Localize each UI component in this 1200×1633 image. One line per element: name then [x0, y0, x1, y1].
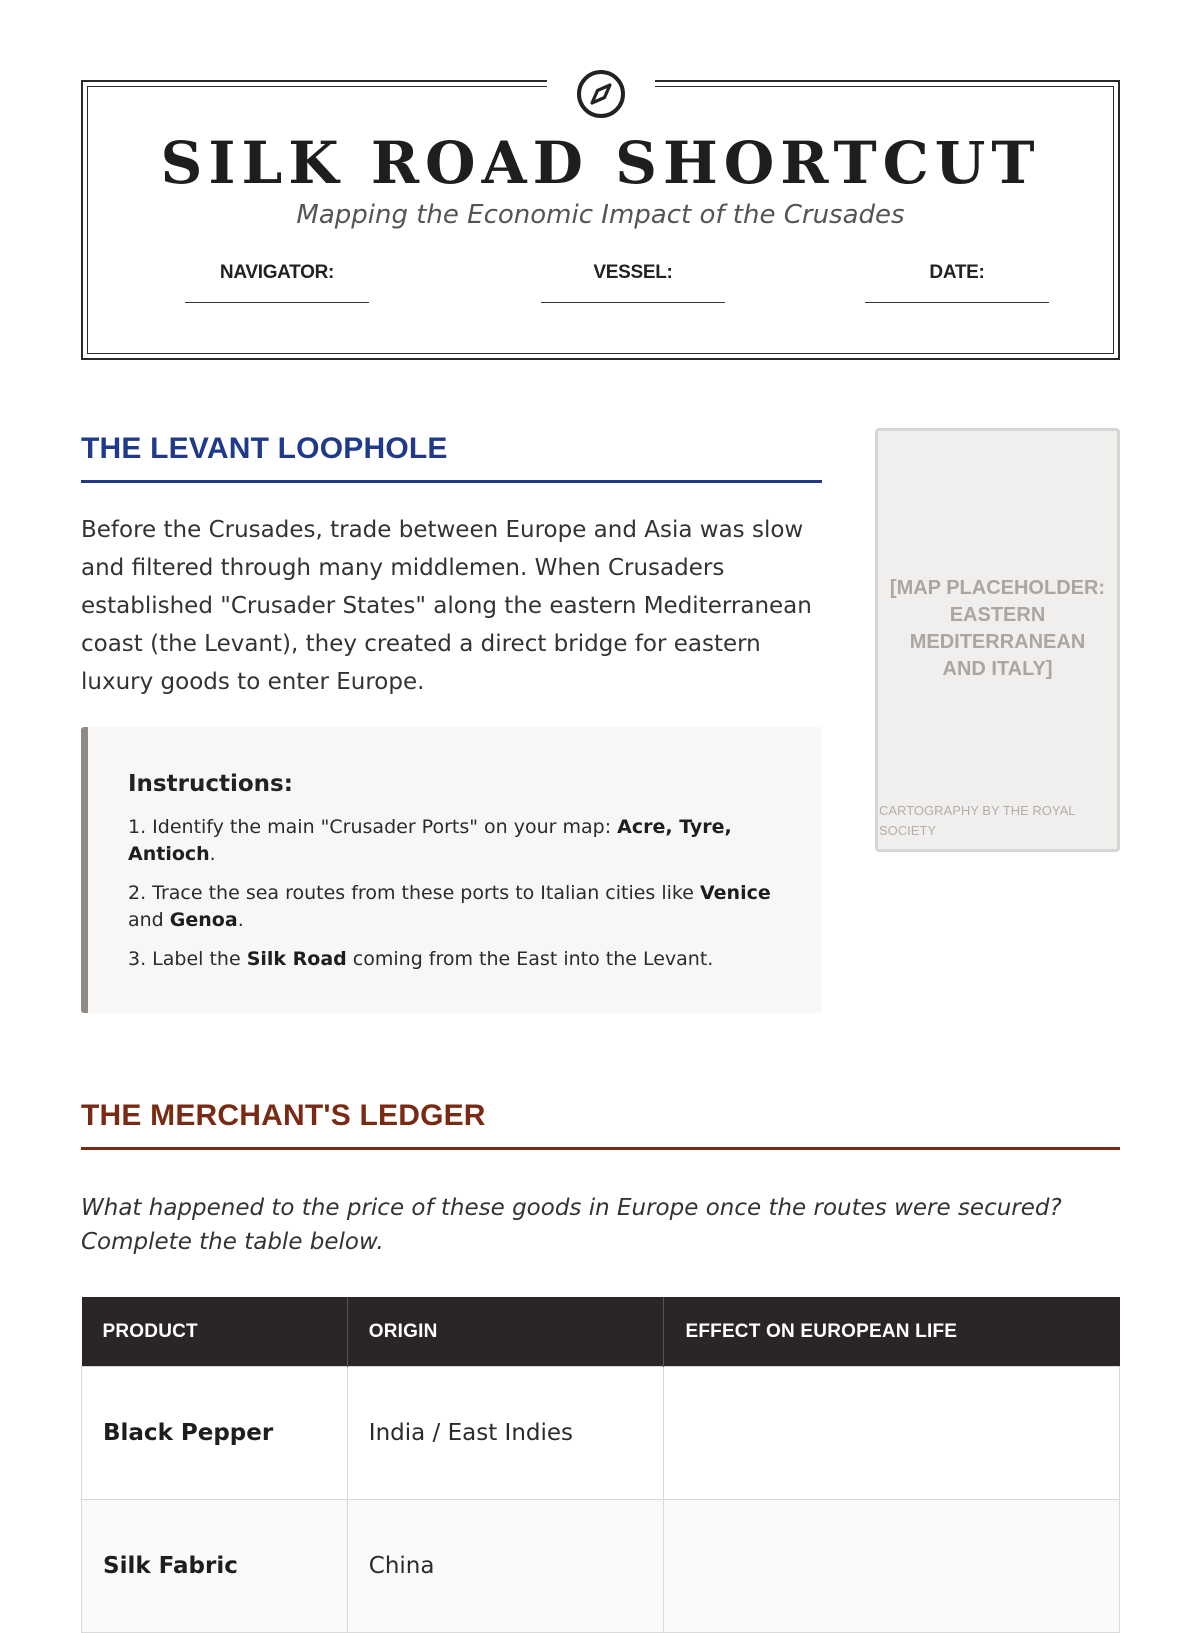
navigator-label: NAVIGATOR:	[219, 262, 335, 283]
navigator-blank-line	[185, 302, 369, 303]
column-header-effect: EFFECT ON EUROPEAN LIFE	[664, 1297, 1120, 1367]
compass-icon	[575, 68, 627, 120]
instruction-2-and: and	[128, 909, 170, 931]
instruction-2-end: .	[237, 909, 244, 931]
ledger-prompt: What happened to the price of these goods in Europe once the routes were secured? Complete the table below.	[81, 1195, 1062, 1255]
date-field[interactable]	[865, 258, 1049, 303]
instruction-1-ports: Acre, Tyre, Antioch	[128, 816, 732, 865]
levant-intro-paragraph: Before the Crusades, trade between Europe and Asia was slow and filtered through many middlemen. When Crusaders established "Crusader States" along the eastern Mediterranean coast (the Levant), they created a direct bridge for eastern luxury goods to enter Europe.	[81, 517, 812, 695]
navigator-field[interactable]	[185, 258, 369, 303]
instruction-item-2	[128, 880, 788, 934]
instruction-item-3	[128, 946, 788, 973]
vessel-blank-line	[541, 302, 725, 303]
map-credit: CARTOGRAPHY BY THE ROYAL SOCIETY	[879, 803, 1076, 838]
product-cell: Black Pepper	[82, 1367, 348, 1500]
instruction-1-text: 1. Identify the main "Crusader Ports" on your map:	[128, 816, 618, 838]
worksheet-subtitle: Mapping the Economic Impact of the Crusades	[296, 200, 905, 230]
instruction-3-end: coming from the East into the Levant.	[346, 948, 714, 970]
vessel-label: VESSEL:	[593, 262, 673, 283]
column-header-product: PRODUCT	[82, 1297, 348, 1367]
effect-answer-cell[interactable]	[664, 1367, 1120, 1500]
instruction-3-text: 3. Label the	[128, 948, 247, 970]
ledger-divider	[81, 1147, 1120, 1150]
instruction-3-silk-road: Silk Road	[246, 948, 347, 970]
ledger-table	[81, 1297, 1120, 1633]
product-cell: Silk Fabric	[82, 1500, 348, 1633]
origin-cell: China	[347, 1500, 664, 1633]
instruction-2-text: 2. Trace the sea routes from these ports to Italian cities like	[128, 882, 700, 904]
levant-heading: THE LEVANT LOOPHOLE	[81, 432, 448, 465]
instructions-title: Instructions:	[128, 771, 293, 797]
ledger-heading: THE MERCHANT'S LEDGER	[81, 1099, 486, 1132]
effect-answer-cell[interactable]	[664, 1500, 1120, 1633]
instruction-item-1	[128, 814, 788, 868]
instruction-2-genoa: Genoa	[169, 909, 238, 931]
table-row	[82, 1367, 1120, 1500]
origin-cell: India / East Indies	[347, 1367, 664, 1500]
date-label: DATE:	[929, 262, 985, 283]
instructions-box	[81, 727, 822, 1013]
levant-divider	[81, 480, 822, 483]
vessel-field[interactable]	[541, 258, 725, 303]
table-row	[82, 1500, 1120, 1633]
instruction-1-end: .	[209, 843, 216, 865]
map-placeholder	[875, 428, 1120, 852]
instruction-2-venice: Venice	[699, 882, 771, 904]
column-header-origin: ORIGIN	[347, 1297, 664, 1367]
worksheet-title: SILK ROAD SHORTCUT	[160, 129, 1041, 197]
ledger-header-row	[82, 1297, 1120, 1367]
date-blank-line	[865, 302, 1049, 303]
map-placeholder-label: [MAP PLACEHOLDER: EASTERN MEDITERRANEAN AND ITALY]	[889, 577, 1106, 680]
